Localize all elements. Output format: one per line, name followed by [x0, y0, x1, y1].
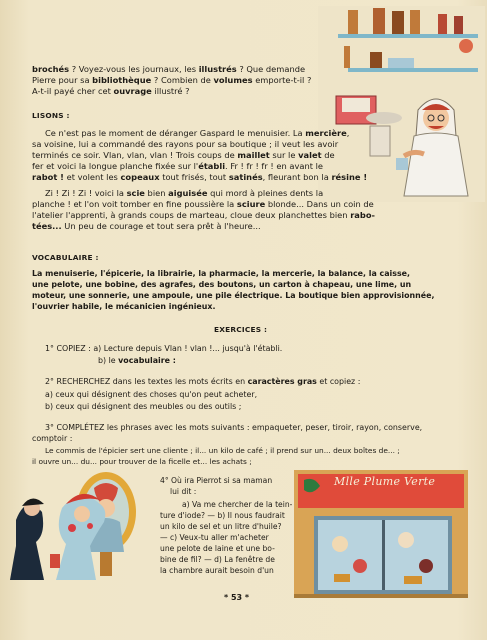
exercise-2-b: b) ceux qui désignent des meubles ou des outils ;: [45, 402, 242, 411]
vocabulaire-line: La menuiserie, l'épicerie, la librairie, la pharmacie, la mercerie, la balance, la caisse,: [32, 269, 410, 278]
vocabulaire-line: l'ouvrier habile, le mécanicien ingénieux.: [32, 302, 216, 311]
exercise-4-line: bine de fil? — d) La fenêtre de: [160, 555, 275, 564]
lisons-p2-line: l'atelier l'apprenti, à grands coups de marteau, cloue deux planchettes bien rabo-: [32, 210, 375, 220]
intro-line-1: brochés ? Voyez-vous les journaux, les illustrés ? Que demande: [32, 64, 306, 74]
exercices-heading: EXERCICES :: [214, 325, 268, 334]
vocabulaire-line: moteur, une sonnerie, une ampoule, une pile électrique. La boutique bien approvisionnée,: [32, 291, 435, 300]
exercise-3-line-4: il ouvre un... du... pour trouver de la ficelle et... les achats ;: [32, 457, 252, 466]
lisons-p2-line: Zi ! Zi ! Zi ! voici la scie bien aiguisée qui mord à pleines dents la: [45, 188, 324, 198]
exercise-1-line-1: 1° COPIEZ : a) Lecture depuis Vlan ! vlan !... jusqu'à l'établi.: [45, 344, 283, 353]
exercise-4-line: 4° Où ira Pierrot si sa maman: [160, 476, 273, 485]
exercise-3-line-3: Le commis de l'épicier sert une cliente ; il... un kilo de café ; il prend sur un... deux boîtes de... ;: [45, 446, 400, 455]
exercise-2-a: a) ceux qui désignent des choses qu'on peut acheter,: [45, 390, 258, 399]
lisons-p2-line: tées... Un peu de courage et tout sera prêt à l'heure...: [32, 221, 261, 231]
lisons-p1-line: terminés ce soir. Vlan, vlan, vlan ! Trois coups de maillet sur le valet de: [32, 150, 335, 160]
lisons-p1-line: fer et voici la longue planche fixée sur l'établi. Fr ! fr ! fr ! en avant le: [32, 161, 324, 171]
lisons-p1-line: sa voisine, lui a commandé des rayons pour sa boutique ; il veut les avoir: [32, 139, 339, 149]
exercise-4-line: un kilo de sel et un litre d'huile?: [160, 522, 282, 531]
lisons-p1-line: Ce n'est pas le moment de déranger Gaspard le menuisier. La mercière,: [45, 128, 350, 138]
hat-shop-illustration: [6, 468, 156, 580]
vocabulaire-line: une pelote, une bobine, des agrafes, des boutons, un carton à chapeau, une lime, un: [32, 280, 412, 289]
exercise-3-line-2: comptoir :: [32, 434, 73, 443]
exercise-2-line-1: 2° RECHERCHEZ dans les textes les mots écrits en caractères gras et copiez :: [45, 377, 361, 386]
lisons-p2-line: planche ! et l'on voit tomber en fine poussière la sciure blonde... Dans un coin de: [32, 199, 374, 209]
mercerie-window-illustration: [294, 470, 468, 598]
exercise-4-line: la chambre aurait besoin d'un: [160, 566, 274, 575]
exercise-4-line: — c) Veux-tu aller m'acheter: [160, 533, 269, 542]
exercise-4-line: une pelote de laine et une bo-: [160, 544, 275, 553]
intro-line-2: Pierre pour sa bibliothèque ? Combien de volumes emporte-t-il ?: [32, 75, 312, 85]
exercise-3-line-1: 3° COMPLÉTEZ les phrases avec les mots suivants : empaqueter, peser, tiroir, rayon, conserve,: [45, 423, 423, 432]
page-number: * 53 *: [224, 593, 250, 602]
lisons-p1-line: rabot ! et volent les copeaux tout frisés, tout satinés, fleurant bon la résine !: [32, 172, 368, 182]
shop-sign-text: Mlle Plume Verte: [334, 475, 436, 488]
exercise-4-line: a) Va me chercher de la tein-: [182, 500, 293, 509]
vocabulaire-heading: VOCABULAIRE :: [32, 253, 99, 262]
lisons-heading: LISONS :: [32, 111, 70, 120]
exercise-4-line: lui dit :: [170, 487, 197, 496]
exercise-1-line-2: b) le vocabulaire :: [98, 356, 176, 365]
intro-line-3: A-t-il payé cher cet ouvrage illustré ?: [32, 86, 190, 96]
exercise-4-line: ture d'iode? — b) Il nous faudrait: [160, 511, 285, 520]
